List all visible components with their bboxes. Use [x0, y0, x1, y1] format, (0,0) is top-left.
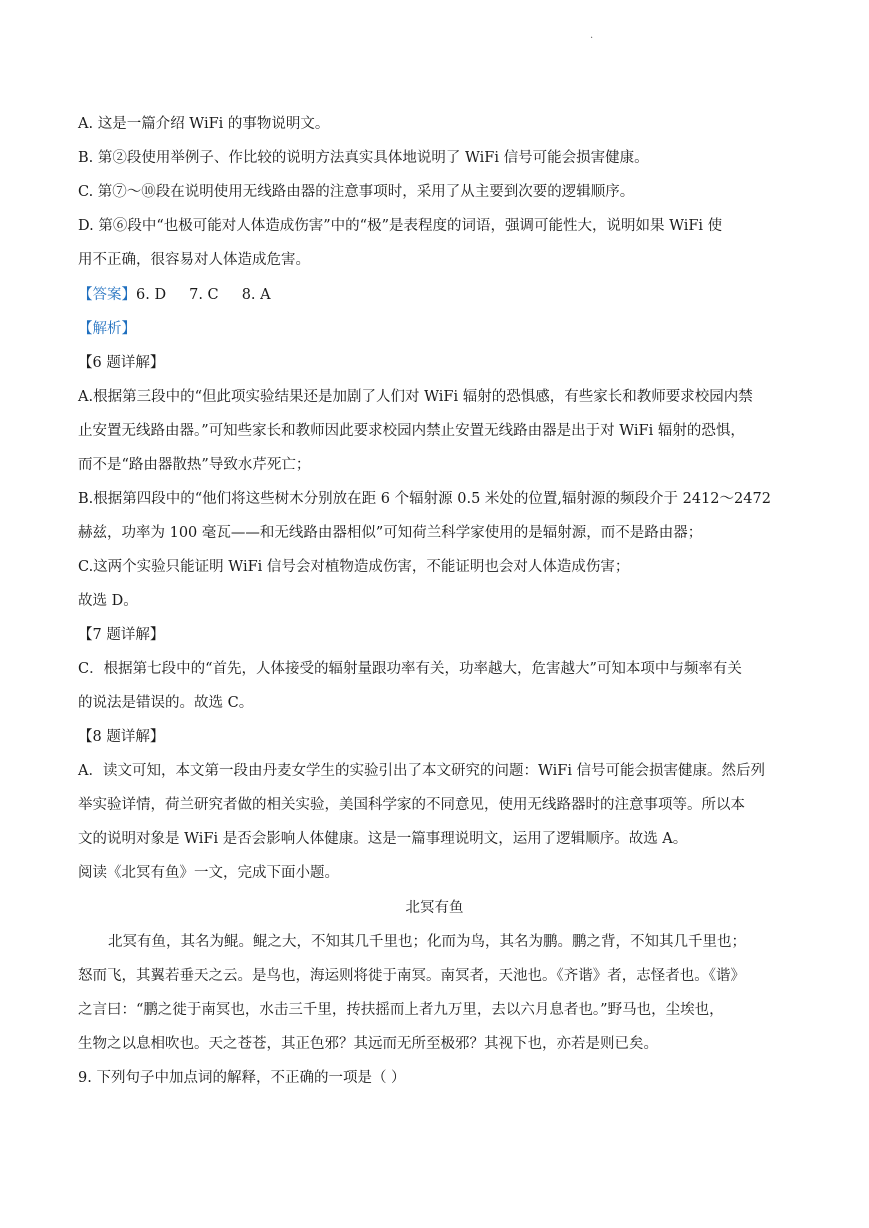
- answer-text: 6. D 7. C 8. A: [136, 287, 271, 303]
- option-b: B. 第②段使用举例子、作比较的说明方法真实具体地说明了 WiFi 信号可能会损害健康。: [78, 150, 649, 166]
- option-c: C. 第⑦～⑩段在说明使用无线路由器的注意事项时，采用了从主要到次要的逻辑顺序。: [78, 184, 635, 200]
- passage-line3: 之言曰：“鹏之徙于南冥也，水击三千里，抟扶摇而上者九万里，去以六月息者也。”野马也，尘埃也，: [78, 1002, 724, 1018]
- q6-line2: 止安置无线路由器。”可知些家长和教师因此要求校园内禁止安置无线路由器是出于对 WiFi 辐射的恐惧，: [78, 423, 745, 439]
- passage-title: 北冥有鱼: [405, 900, 464, 916]
- reading-intro: 阅读《北冥有鱼》一文，完成下面小题。: [78, 865, 339, 881]
- q7-line2: 的说法是错误的。故选 C。: [78, 695, 254, 711]
- q7-heading: 【7 题详解】: [78, 627, 165, 643]
- q8-line2: 举实验详情，荷兰研究者做的相关实验，美国科学家的不同意见，使用无线路器时的注意事项等。所以本: [78, 797, 745, 813]
- q6-line4: B.根据第四段中的“他们将这些树木分别放在距 6 个辐射源 0.5 米处的位置,辐射源的频段介于 2412～2472: [78, 491, 771, 507]
- q6-line5: 赫兹，功率为 100 毫瓦——和无线路由器相似”可知荷兰科学家使用的是辐射源，而不是路由器；: [78, 525, 703, 541]
- passage-line1: 北冥有鱼，其名为鲲。鲲之大，不知其几千里也；化而为鸟，其名为鹏。鹏之背，不知其几千里也；: [108, 934, 746, 950]
- question-9: 9. 下列句子中加点词的解释，不正确的一项是（ ）: [78, 1070, 406, 1086]
- q6-heading: 【6 题详解】: [78, 355, 165, 371]
- q6-line7: 故选 D。: [78, 593, 138, 609]
- q8-line1: A．读文可知，本文第一段由丹麦女学生的实验引出了本文研究的问题：WiFi 信号可能会损害健康。然后列: [78, 763, 766, 779]
- analysis-tag: 【解析】: [78, 321, 136, 337]
- q6-line3: 而不是“路由器散热”导致水芹死亡；: [78, 457, 311, 473]
- passage-line4: 生物之以息相吹也。天之苍苍，其正色邪？其远而无所至极邪？其视下也，亦若是则已矣。: [78, 1036, 658, 1052]
- option-d-line2: 用不正确，很容易对人体造成危害。: [78, 252, 310, 268]
- option-d-line1: D. 第⑥段中“也极可能对人体造成伤害”中的“极”是表程度的词语，强调可能性大，说明如果 WiFi 使: [78, 218, 723, 234]
- answer-line: [78, 285, 798, 305]
- answer-tag: 【答案】: [78, 287, 136, 303]
- passage-line2: 怒而飞，其翼若垂天之云。是鸟也，海运则将徙于南冥。南冥者，天池也。《齐谐》者，志怪者也。《谐》: [78, 968, 745, 984]
- q7-line1: C．根据第七段中的“首先，人体接受的辐射量跟功率有关，功率越大，危害越大”可知本项中与频率有关: [78, 661, 742, 677]
- q6-line6: C.这两个实验只能证明 WiFi 信号会对植物造成伤害，不能证明也会对人体造成伤害；: [78, 559, 630, 575]
- q6-line1: A.根据第三段中的“但此项实验结果还是加剧了人们对 WiFi 辐射的恐惧感，有些家长和教师要求校园内禁: [78, 389, 753, 405]
- q8-heading: 【8 题详解】: [78, 729, 165, 745]
- option-a: A. 这是一篇介绍 WiFi 的事物说明文。: [78, 116, 330, 132]
- header-mark: .: [590, 30, 594, 41]
- q8-line3: 文的说明对象是 WiFi 是否会影响人体健康。这是一篇事理说明文，运用了逻辑顺序。故选 A。: [78, 831, 688, 847]
